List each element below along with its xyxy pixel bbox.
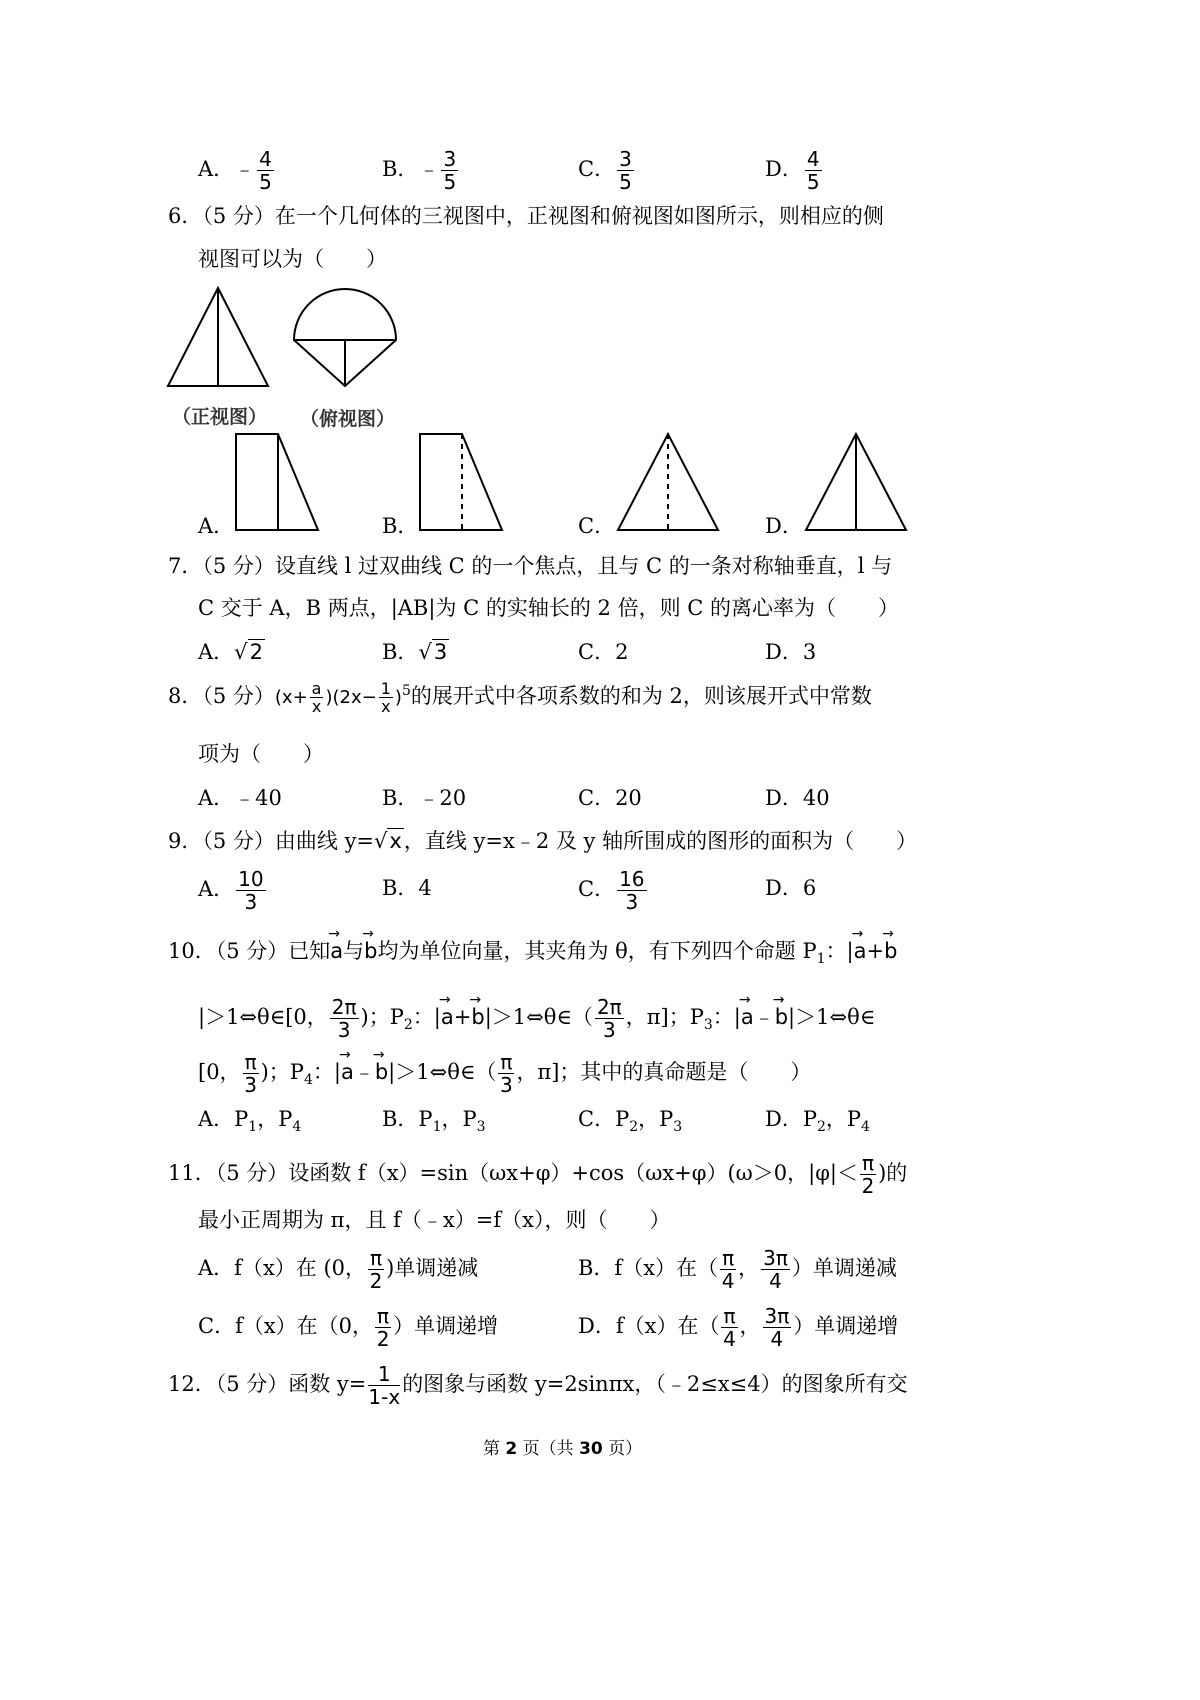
q7-option-c[interactable]: C．2 (578, 640, 629, 664)
q6-stem-line2: 视图可以为（ ） (198, 247, 387, 271)
stem-text: ：| (412, 1005, 441, 1029)
expr-part: (x+ (274, 687, 308, 708)
stem-text: 的展开式中各项系数的和为 2，则该展开式中常数 (410, 684, 872, 708)
page-number: 2 (505, 1439, 518, 1459)
q10-stem-line1 (168, 941, 897, 966)
subscript: 2 (816, 1119, 826, 1136)
option-label: D．P (765, 1107, 817, 1131)
fraction (860, 1152, 876, 1197)
q5-option-a[interactable] (198, 148, 276, 193)
stem-text: |＞1⇔θ∈（ (388, 1060, 497, 1084)
stem-text: 9．（5 分）由曲线 y= (168, 829, 375, 853)
numerator: a (311, 679, 322, 698)
subscript: 2 (403, 1017, 413, 1034)
numerator: π (722, 1246, 735, 1270)
option-sign: ﹣ (418, 157, 440, 181)
expr-part: ) (394, 687, 402, 708)
q9-stem (168, 831, 917, 852)
q8-option-b[interactable]: B．﹣20 (382, 786, 467, 810)
option-label: C． (578, 157, 616, 181)
q11-option-b[interactable] (578, 1247, 897, 1292)
q6-given-views (160, 280, 420, 395)
sqrt: √3 (418, 640, 448, 664)
separator: ，P (441, 1107, 477, 1131)
stem-text: |＞1⇔θ∈（ (484, 1005, 593, 1029)
sqrt: √2 (234, 640, 263, 664)
stem-text: 10．（5 分）已知 (168, 939, 331, 963)
denominator: 2 (861, 1174, 875, 1198)
exponent: 5 (401, 683, 411, 699)
numerator: 3π (763, 1246, 788, 1270)
q10-option-b[interactable] (382, 1109, 486, 1134)
vector-a: → a (330, 941, 343, 962)
stem-text: )；P (260, 1060, 304, 1084)
stem-text: ：| (312, 1060, 341, 1084)
vector-b: → b (884, 941, 897, 962)
option-label: C． (578, 877, 616, 901)
q9-option-c[interactable] (578, 868, 649, 913)
numerator: 1 (368, 1363, 400, 1386)
footer-text: 页） (608, 1439, 643, 1459)
stem-text: |＞1⇔θ∈[0， (198, 1005, 328, 1029)
denominator: 4 (723, 1327, 736, 1351)
option-text: A．f（x）在 (0， (198, 1256, 367, 1280)
q6-option-a-figure (230, 428, 326, 536)
denominator: 3 (244, 890, 258, 914)
subscript: 1 (432, 1119, 442, 1136)
fraction (720, 1247, 736, 1292)
vector-a: → a (854, 941, 867, 962)
numerator: 3π (764, 1304, 790, 1328)
separator: ， (739, 1314, 761, 1338)
vector-a: → a (341, 1062, 354, 1083)
subscript: 4 (861, 1119, 870, 1136)
q11-option-a[interactable] (198, 1247, 478, 1292)
numerator: π (500, 1050, 513, 1074)
q10-option-a[interactable] (198, 1109, 301, 1134)
numerator: 4 (259, 147, 272, 171)
top-view-caption: （俯视图） (300, 408, 396, 430)
vector-b: → b (364, 941, 377, 962)
option-text: D．f（x）在（ (578, 1314, 720, 1338)
option-label: D． (765, 157, 803, 181)
q8-option-d[interactable]: D．40 (765, 786, 830, 810)
denominator: 4 (770, 1327, 784, 1351)
fraction (721, 1305, 737, 1350)
radicand: 3 (433, 640, 448, 664)
operator: + (866, 939, 885, 963)
q9-option-b[interactable]: B．4 (382, 876, 432, 900)
page-footer (483, 1434, 642, 1459)
stem-text: 11．（5 分）设函数 f（x）=sin（ωx+φ）+cos（ωx+φ）(ω＞0，|φ|＜ (168, 1161, 859, 1185)
stem-text: )；P (360, 1005, 404, 1029)
denominator: 4 (721, 1269, 735, 1293)
option-label: B． (382, 157, 419, 181)
stem-text: [0， (198, 1060, 241, 1084)
stem-text: ：| (712, 1005, 741, 1029)
q7-option-b[interactable] (382, 642, 449, 663)
q6-option-d[interactable]: D． (765, 514, 803, 538)
numerator: 10 (238, 867, 264, 891)
subscript: 3 (703, 1017, 713, 1034)
q7-stem-line2: C 交于 A，B 两点，|AB|为 C 的实轴长的 2 倍，则 C 的离心率为（ ） (198, 596, 899, 620)
fraction (761, 1247, 790, 1292)
q5-option-d[interactable] (765, 148, 824, 193)
denominator: x (311, 697, 322, 716)
top-view-semicircle (294, 289, 396, 386)
total-pages: 30 (579, 1439, 603, 1459)
q5-option-c[interactable] (578, 148, 636, 193)
vector-a: → a (441, 1007, 454, 1028)
option-text: ）单调递增 (393, 1314, 499, 1338)
option-sign: ﹣ (234, 157, 256, 181)
fraction (617, 868, 646, 913)
q7-option-d[interactable]: D．3 (765, 640, 817, 664)
stem-text: ，π]；其中的真命题是（ ） (516, 1060, 812, 1084)
footer-text: 页（共 (522, 1439, 574, 1459)
numerator: 1 (380, 679, 391, 698)
q11-stem-line1 (168, 1152, 907, 1197)
q9-option-a[interactable] (198, 868, 268, 913)
option-label: C．P (578, 1107, 630, 1131)
fraction (257, 148, 274, 193)
q10-option-c[interactable] (578, 1109, 682, 1134)
subscript: 1 (248, 1119, 258, 1136)
q10-stem-line2 (198, 996, 875, 1041)
fraction (236, 868, 265, 913)
q8-option-c[interactable]: C．20 (578, 786, 642, 810)
denominator: 3 (602, 1018, 616, 1042)
q7-stem-line1: 7．（5 分）设直线 l 过双曲线 C 的一个焦点，且与 C 的一条对称轴垂直，l 与 (168, 554, 893, 578)
numerator: π (723, 1304, 736, 1328)
separator: ，P (638, 1107, 674, 1131)
option-text: C．f（x）在（0， (198, 1314, 374, 1338)
q6-option-c-figure (612, 428, 724, 536)
subscript: 4 (292, 1119, 302, 1136)
numerator: 3 (443, 147, 457, 171)
denominator: 5 (443, 170, 457, 194)
q6-option-a[interactable]: A． (198, 514, 235, 538)
front-view-caption: （正视图） (172, 406, 268, 428)
option-label: A． (198, 157, 235, 181)
option-text: B．f（x）在（ (578, 1256, 719, 1280)
option-text: ）单调递增 (793, 1314, 899, 1338)
stem-text: 均为单位向量，其夹角为 θ，有下列四个命题 P (377, 939, 817, 963)
expr-part: )(2x− (325, 687, 377, 708)
separator: ，P (825, 1107, 862, 1131)
fraction (375, 1305, 391, 1350)
subscript: 2 (629, 1119, 639, 1136)
option-label: B． (382, 640, 419, 664)
stem-text: 与 (343, 939, 365, 963)
question-number: 8．（5 分） (168, 684, 275, 708)
denominator: 3 (244, 1073, 257, 1097)
operator: ﹣ (753, 1005, 775, 1029)
front-view-triangle (168, 288, 268, 386)
denominator: 2 (376, 1327, 390, 1351)
fraction (368, 1247, 384, 1292)
fraction (498, 1051, 514, 1096)
fraction (330, 996, 359, 1041)
numerator: π (244, 1050, 257, 1074)
operator: + (453, 1005, 472, 1029)
option-label: A． (198, 877, 235, 901)
q6-stem-line1: 6．（5 分）在一个几何体的三视图中，正视图和俯视图如图所示，则相应的侧 (168, 204, 884, 228)
denominator: 5 (619, 170, 632, 194)
q6-option-d-figure (800, 428, 912, 536)
fraction (595, 996, 624, 1041)
stem-text: 的图象与函数 y=2sinπx，（﹣2≤x≤4）的图象所有交 (402, 1372, 908, 1396)
denominator: 4 (769, 1269, 782, 1293)
denominator: x (381, 697, 391, 716)
q9-option-d[interactable]: D．6 (765, 876, 817, 900)
fraction (368, 1363, 400, 1408)
option-label: B．P (382, 1107, 433, 1131)
option-text: )单调递减 (386, 1256, 479, 1280)
stem-text: ：| (825, 939, 854, 963)
subscript: 4 (303, 1072, 313, 1089)
stem-text: ，π]；P (625, 1005, 704, 1029)
stem-text: 12．（5 分）函数 y= (168, 1372, 367, 1396)
fraction (617, 148, 634, 193)
stem-text: ，直线 y=x﹣2 及 y 轴所围成的图形的面积为（ ） (403, 829, 918, 853)
fraction (763, 1305, 792, 1350)
numerator: π (370, 1246, 383, 1270)
vector-b: → b (471, 1007, 484, 1028)
q12-stem-line1 (168, 1363, 908, 1408)
q10-stem-line3 (198, 1051, 811, 1096)
q6-option-b[interactable]: B． (382, 514, 419, 538)
q8-stem-line1 (168, 680, 872, 715)
q6-option-b-figure (414, 428, 510, 536)
option-label: A．P (198, 1107, 249, 1131)
q7-option-a[interactable] (198, 642, 265, 663)
fraction (310, 680, 324, 715)
vector-b: → b (375, 1062, 388, 1083)
subscript: 1 (816, 951, 826, 968)
stem-text: )的 (878, 1161, 908, 1185)
denominator: 1-x (368, 1385, 401, 1409)
sqrt: √x (374, 829, 402, 853)
numerator: 4 (806, 147, 820, 171)
numerator: 2π (596, 995, 622, 1019)
fraction (441, 148, 458, 193)
denominator: 3 (625, 890, 639, 914)
subscript: 3 (673, 1119, 683, 1136)
q8-stem-line2: 项为（ ） (198, 742, 324, 766)
numerator: 3 (619, 147, 632, 171)
fraction (805, 148, 822, 193)
radicand: x (389, 829, 402, 853)
fraction (379, 680, 393, 715)
subscript: 3 (476, 1119, 486, 1136)
q11-option-d[interactable] (578, 1305, 898, 1350)
denominator: 5 (806, 170, 820, 194)
operator: ﹣ (353, 1060, 375, 1084)
q10-option-d[interactable] (765, 1109, 870, 1134)
q11-stem-line2: 最小正周期为 π，且 f（﹣x）=f（x），则（ ） (198, 1208, 671, 1232)
denominator: 5 (259, 170, 272, 194)
numerator: π (862, 1151, 875, 1175)
q5-option-b[interactable] (382, 148, 460, 193)
denominator: 3 (337, 1018, 351, 1042)
numerator: π (377, 1304, 390, 1328)
radicand: 2 (249, 640, 263, 664)
separator: ，P (257, 1107, 293, 1131)
denominator: 3 (500, 1073, 513, 1097)
option-text: ）单调递减 (791, 1256, 897, 1280)
vector-a: → a (741, 1007, 754, 1028)
stem-text: |＞1⇔θ∈ (788, 1005, 876, 1029)
numerator: 2π (331, 995, 357, 1019)
q11-option-c[interactable] (198, 1305, 498, 1350)
numerator: 16 (619, 867, 645, 891)
separator: ， (738, 1256, 760, 1280)
q6-option-c[interactable]: C． (578, 514, 616, 538)
option-label: A． (198, 640, 235, 664)
denominator: 2 (369, 1269, 383, 1293)
footer-text: 第 (483, 1439, 500, 1459)
fraction (243, 1051, 259, 1096)
vector-b: → b (775, 1007, 788, 1028)
q8-option-a[interactable]: A．﹣40 (198, 786, 282, 810)
